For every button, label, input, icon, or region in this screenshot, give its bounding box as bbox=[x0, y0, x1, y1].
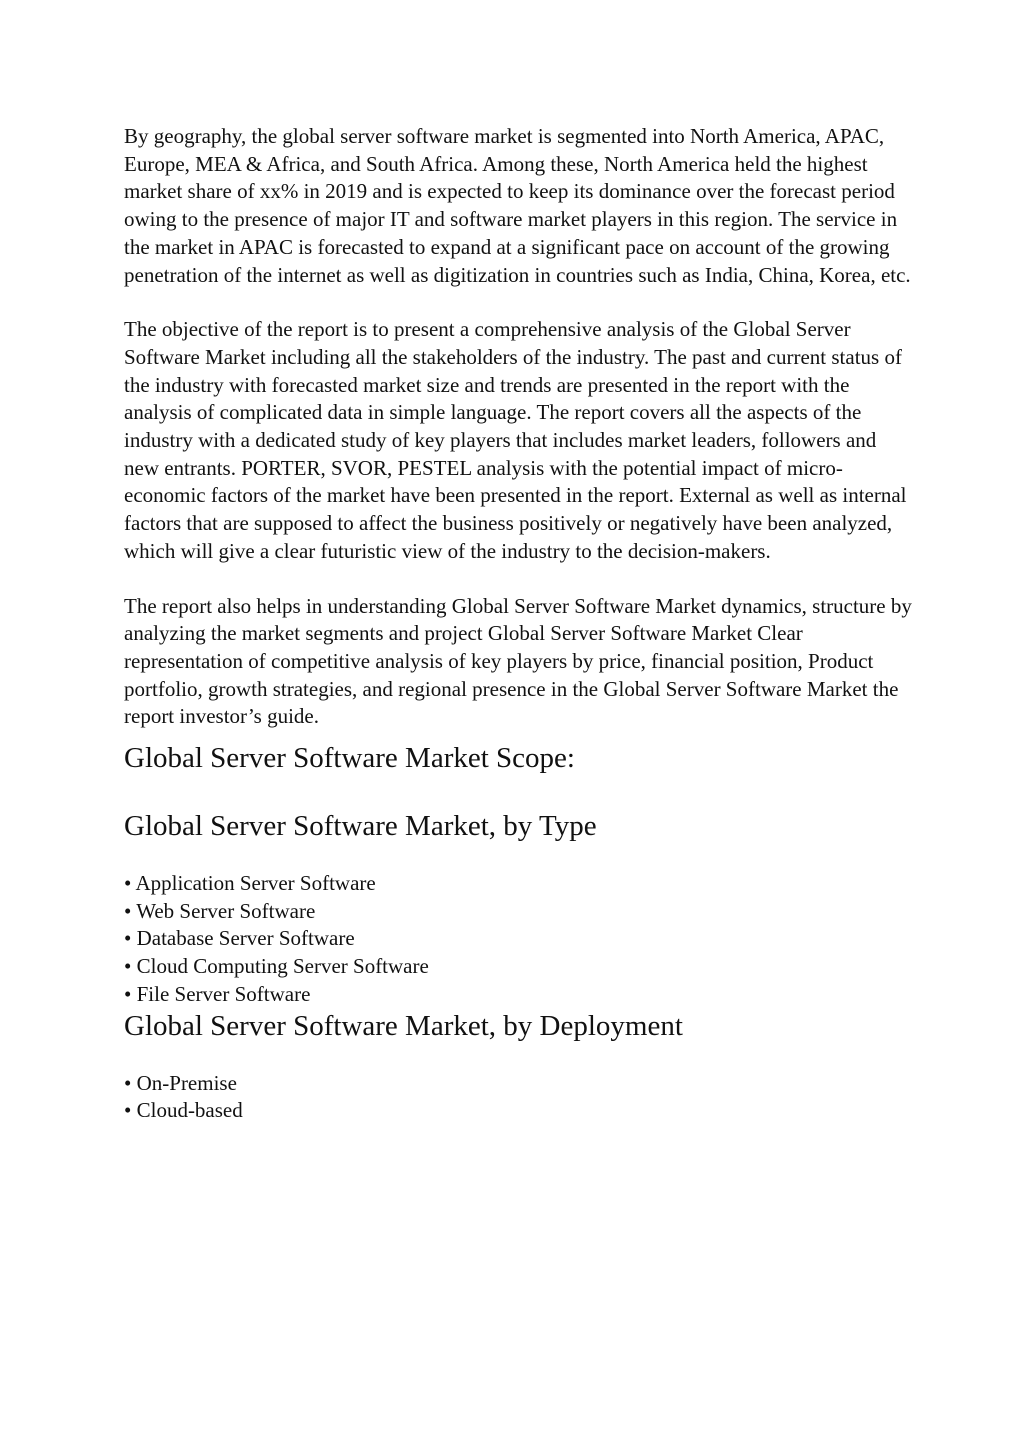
list-item: • Cloud-based bbox=[124, 1098, 243, 1123]
list-item: • Web Server Software bbox=[124, 898, 316, 923]
scope-heading: Global Server Software Market Scope: bbox=[124, 742, 575, 775]
paragraph-report-helps: The report also helps in understanding Global Server Software Market dynamics, structure by analyzing the market segments and project Global Server Software Market Clear representation of competitive analysis of key players by price, financial position, Product portfolio, growth strategies, and regional presence in the Global Server Software Market the report investor’s guide. bbox=[124, 593, 912, 729]
deployment-heading: Global Server Software Market, by Deployment bbox=[124, 1009, 683, 1042]
deployment-list bbox=[124, 1070, 914, 1125]
document-page bbox=[124, 123, 914, 1125]
list-item: • File Server Software bbox=[124, 981, 311, 1006]
type-list bbox=[124, 870, 914, 1009]
list-item: • On-Premise bbox=[124, 1070, 237, 1095]
paragraph-geography: By geography, the global server software market is segmented into North America, APAC, Europe, MEA & Africa, and South Africa. Among these, North America held the highest market share of xx% in 2019 and is expected to keep its dominance over the forecast period owing to the presence of major IT and software market players in this region. The service in the market in APAC is forecasted to expand at a significant pace on account of the growing penetration of the internet as well as digitization in countries such as India, China, Korea, etc. bbox=[124, 124, 911, 287]
paragraph-objective: The objective of the report is to present a comprehensive analysis of the Global Server Software Market including all the stakeholders of the industry. The past and current status of the industry with forecasted market size and trends are presented in the report with the analysis of complicated data in simple language. The report covers all the aspects of the industry with a dedicated study of key players that includes market leaders, followers and new entrants. PORTER, SVOR, PESTEL analysis with the potential impact of micro-economic factors of the market have been presented in the report. External as well as internal factors that are supposed to affect the business positively or negatively have been analyzed, which will give a clear futuristic view of the industry to the decision-makers. bbox=[124, 317, 907, 563]
type-heading: Global Server Software Market, by Type bbox=[124, 810, 597, 843]
list-item: • Cloud Computing Server Software bbox=[124, 954, 429, 979]
list-item: • Application Server Software bbox=[124, 871, 376, 896]
list-item: • Database Server Software bbox=[124, 926, 355, 951]
